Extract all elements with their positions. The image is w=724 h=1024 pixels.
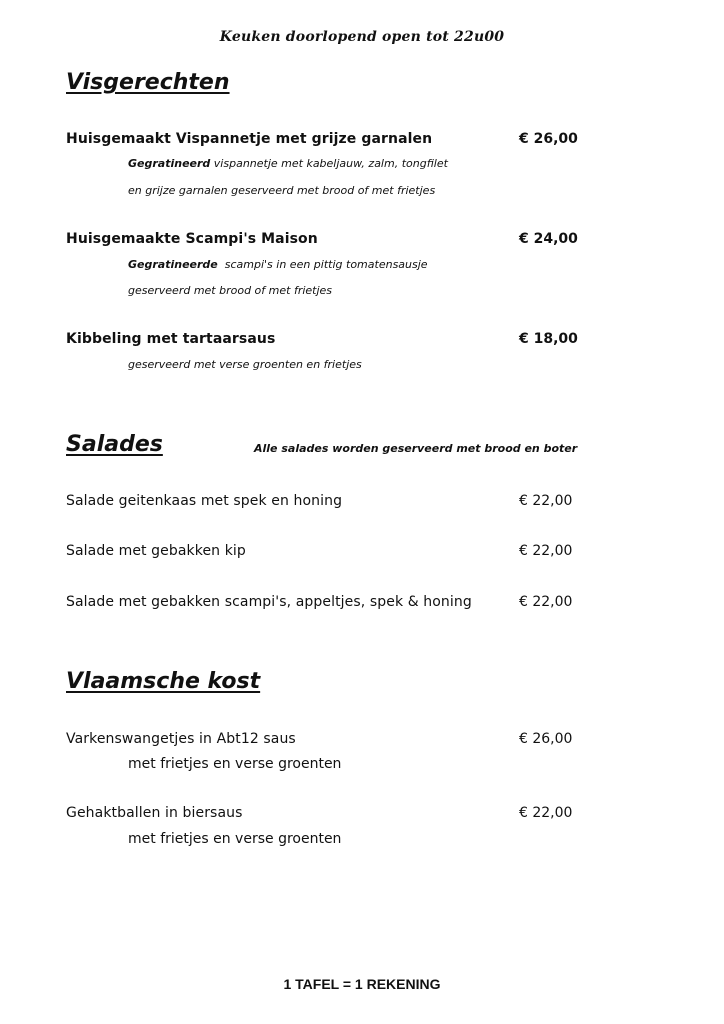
section-title-visgerechten: Visgerechten <box>66 70 230 95</box>
dish-price-salade-kip: € 22,00 <box>519 543 573 559</box>
dish-desc-scampi-maison-line2: geserveerd met brood of met frietjes <box>128 284 333 297</box>
dish-name-salade-kip: Salade met gebakken kip <box>66 543 246 559</box>
salades-note: Alle salades worden geserveerd met brood en boter <box>254 442 578 455</box>
dish-name-vispannetje: Huisgemaakt Vispannetje met grijze garnalen <box>66 131 433 147</box>
dish-desc-varkenswangetjes: met frietjes en verse groenten <box>128 756 342 772</box>
dish-price-salade-geitenkaas: € 22,00 <box>519 493 573 509</box>
footer-note: 1 TAFEL = 1 REKENING <box>283 976 441 992</box>
desc-emphasis: Gegratineerd <box>128 157 211 170</box>
dish-desc-gehaktballen: met frietjes en verse groenten <box>128 831 342 847</box>
dish-name-scampi-maison: Huisgemaakte Scampi's Maison <box>66 231 318 247</box>
dish-name-varkenswangetjes: Varkenswangetjes in Abt12 saus <box>66 731 296 747</box>
dish-price-gehaktballen: € 22,00 <box>519 805 573 821</box>
dish-price-varkenswangetjes: € 26,00 <box>519 731 573 747</box>
dish-desc-kibbeling: geserveerd met verse groenten en frietjes <box>128 358 362 371</box>
dish-name-kibbeling: Kibbeling met tartaarsaus <box>66 331 276 347</box>
dish-price-kibbeling: € 18,00 <box>519 331 578 347</box>
dish-name-salade-geitenkaas: Salade geitenkaas met spek en honing <box>66 493 343 509</box>
kitchen-hours-note: Keuken doorlopend open tot 22u00 <box>219 29 505 45</box>
dish-price-scampi-maison: € 24,00 <box>519 231 578 247</box>
dish-name-gehaktballen: Gehaktballen in biersaus <box>66 805 243 821</box>
desc-text: vispannetje met kabeljauw, zalm, tongfilet <box>210 157 448 170</box>
dish-desc-scampi-maison-line1 <box>128 258 428 271</box>
dish-name-salade-scampi: Salade met gebakken scampi's, appeltjes, spek & honing <box>66 594 472 610</box>
dish-desc-vispannetje-line2: en grijze garnalen geserveerd met brood of met frietjes <box>128 184 436 197</box>
section-title-vlaamsche-kost: Vlaamsche kost <box>66 669 261 694</box>
dish-price-salade-scampi: € 22,00 <box>519 594 573 610</box>
desc-text: scampi's in een pittig tomatensausje <box>217 258 428 271</box>
dish-price-vispannetje: € 26,00 <box>519 131 578 147</box>
dish-desc-vispannetje-line1 <box>128 157 448 170</box>
section-title-salades: Salades <box>66 432 163 457</box>
desc-emphasis: Gegratineerde <box>128 258 218 271</box>
